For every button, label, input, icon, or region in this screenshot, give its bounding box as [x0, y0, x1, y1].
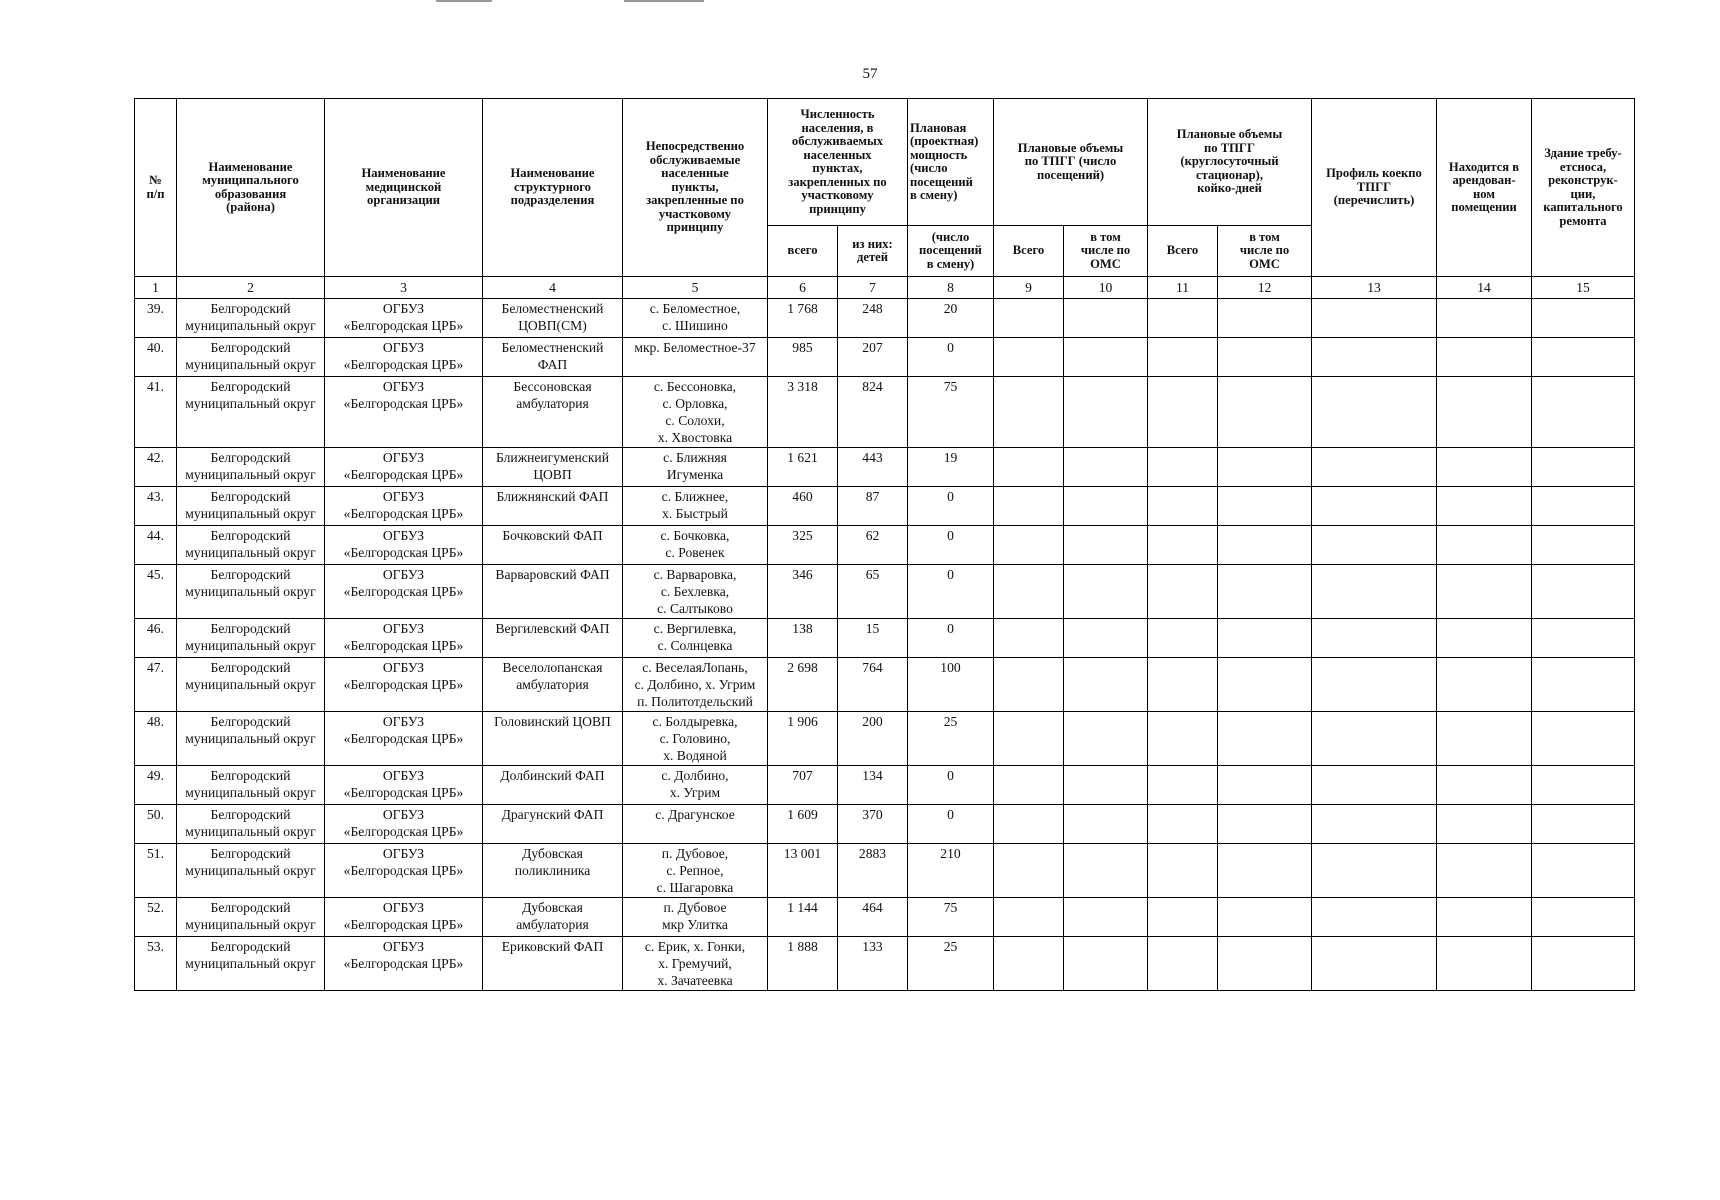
capacity-cell: 100: [908, 658, 994, 712]
population-total-cell: 707: [768, 766, 838, 805]
population-children-cell: 133: [838, 937, 908, 991]
empty-cell: [1532, 766, 1635, 805]
empty-cell: [1437, 448, 1532, 487]
population-children-cell: 134: [838, 766, 908, 805]
empty-cell: [1218, 487, 1312, 526]
header-bed-days-total: Всего: [1148, 226, 1218, 277]
empty-cell: [1218, 712, 1312, 766]
empty-cell: [1312, 338, 1437, 377]
empty-cell: [994, 844, 1064, 898]
empty-cell: [1312, 844, 1437, 898]
table-row: [135, 937, 1635, 991]
settlements-cell: п. Дубовое мкр Улитка: [623, 898, 768, 937]
table-header: [135, 99, 1635, 299]
empty-cell: [1064, 448, 1148, 487]
table-row: [135, 487, 1635, 526]
empty-cell: [1218, 377, 1312, 448]
header-organization: Наименование медицинской организации: [325, 99, 483, 277]
settlements-cell: с. Ближнее, х. Быстрый: [623, 487, 768, 526]
district-cell: Белгородский муниципальный округ: [177, 487, 325, 526]
capacity-cell: 0: [908, 766, 994, 805]
unit-cell: Дубовская амбулатория: [483, 898, 623, 937]
row-number: 40.: [135, 338, 177, 377]
capacity-cell: 20: [908, 299, 994, 338]
empty-cell: [1064, 937, 1148, 991]
empty-cell: [1218, 565, 1312, 619]
organization-cell: ОГБУЗ «Белгородская ЦРБ»: [325, 487, 483, 526]
empty-cell: [1532, 844, 1635, 898]
empty-cell: [1437, 299, 1532, 338]
table-row: [135, 377, 1635, 448]
header-num: № п/п: [135, 99, 177, 277]
table-row: [135, 658, 1635, 712]
unit-cell: Беломестненский ФАП: [483, 338, 623, 377]
empty-cell: [1312, 898, 1437, 937]
empty-cell: [1532, 898, 1635, 937]
column-number: 12: [1218, 277, 1312, 299]
unit-cell: Ериковский ФАП: [483, 937, 623, 991]
table-body: [135, 299, 1635, 991]
unit-cell: Драгунский ФАП: [483, 805, 623, 844]
settlements-cell: с. Болдыревка, с. Головино, х. Водяной: [623, 712, 768, 766]
empty-cell: [1218, 766, 1312, 805]
row-number: 47.: [135, 658, 177, 712]
empty-cell: [1148, 658, 1218, 712]
empty-cell: [1532, 526, 1635, 565]
empty-cell: [1312, 766, 1437, 805]
organization-cell: ОГБУЗ «Белгородская ЦРБ»: [325, 898, 483, 937]
column-number: 13: [1312, 277, 1437, 299]
settlements-cell: с. Драгунское: [623, 805, 768, 844]
empty-cell: [1437, 937, 1532, 991]
row-number: 50.: [135, 805, 177, 844]
header-bed-profile: Профиль коекпо ТПГГ (перечислить): [1312, 99, 1437, 277]
empty-cell: [1064, 565, 1148, 619]
empty-cell: [1437, 487, 1532, 526]
empty-cell: [994, 619, 1064, 658]
top-rule-right: [624, 0, 704, 2]
population-total-cell: 13 001: [768, 844, 838, 898]
table-row: [135, 448, 1635, 487]
facilities-table: [134, 98, 1635, 991]
table-row: [135, 844, 1635, 898]
table-row: [135, 565, 1635, 619]
row-number: 43.: [135, 487, 177, 526]
empty-cell: [1148, 526, 1218, 565]
empty-cell: [1437, 766, 1532, 805]
empty-cell: [994, 299, 1064, 338]
settlements-cell: с. Долбино, х. Угрим: [623, 766, 768, 805]
organization-cell: ОГБУЗ «Белгородская ЦРБ»: [325, 844, 483, 898]
empty-cell: [1148, 766, 1218, 805]
capacity-cell: 210: [908, 844, 994, 898]
population-children-cell: 207: [838, 338, 908, 377]
row-number: 49.: [135, 766, 177, 805]
empty-cell: [1312, 937, 1437, 991]
empty-cell: [1312, 377, 1437, 448]
empty-cell: [1437, 526, 1532, 565]
capacity-cell: 75: [908, 898, 994, 937]
population-children-cell: 443: [838, 448, 908, 487]
column-number: 14: [1437, 277, 1532, 299]
empty-cell: [1532, 448, 1635, 487]
capacity-cell: 0: [908, 487, 994, 526]
capacity-cell: 0: [908, 619, 994, 658]
empty-cell: [994, 526, 1064, 565]
column-number: 2: [177, 277, 325, 299]
header-population-group: Численность населения, в обслуживаемых населенных пунктах, закрепленных по участковому принципу: [768, 99, 908, 226]
row-number: 39.: [135, 299, 177, 338]
column-number: 10: [1064, 277, 1148, 299]
capacity-cell: 19: [908, 448, 994, 487]
column-number: 4: [483, 277, 623, 299]
empty-cell: [1218, 805, 1312, 844]
empty-cell: [1437, 712, 1532, 766]
empty-cell: [1437, 898, 1532, 937]
header-capacity: Плановая (проектная) мощность (число посещений в смену): [908, 99, 994, 226]
population-total-cell: 2 698: [768, 658, 838, 712]
empty-cell: [1218, 844, 1312, 898]
district-cell: Белгородский муниципальный округ: [177, 712, 325, 766]
empty-cell: [994, 937, 1064, 991]
empty-cell: [1437, 619, 1532, 658]
empty-cell: [1148, 448, 1218, 487]
column-numbers-row: [135, 277, 1635, 299]
header-settlements: Непосредственно обслуживаемые населенные пункты, закрепленные по участковому принципу: [623, 99, 768, 277]
table-row: [135, 299, 1635, 338]
organization-cell: ОГБУЗ «Белгородская ЦРБ»: [325, 338, 483, 377]
row-number: 48.: [135, 712, 177, 766]
row-number: 42.: [135, 448, 177, 487]
empty-cell: [1218, 526, 1312, 565]
population-total-cell: 1 906: [768, 712, 838, 766]
empty-cell: [1148, 844, 1218, 898]
empty-cell: [1148, 805, 1218, 844]
settlements-cell: с. Ерик, х. Гонки, х. Гремучий, х. Зачатеевка: [623, 937, 768, 991]
empty-cell: [1312, 448, 1437, 487]
empty-cell: [1064, 377, 1148, 448]
organization-cell: ОГБУЗ «Белгородская ЦРБ»: [325, 526, 483, 565]
population-children-cell: 2883: [838, 844, 908, 898]
row-number: 45.: [135, 565, 177, 619]
empty-cell: [1218, 937, 1312, 991]
population-children-cell: 824: [838, 377, 908, 448]
header-population-total: всего: [768, 226, 838, 277]
unit-cell: Бочковский ФАП: [483, 526, 623, 565]
population-total-cell: 460: [768, 487, 838, 526]
empty-cell: [1148, 338, 1218, 377]
population-total-cell: 3 318: [768, 377, 838, 448]
empty-cell: [1312, 487, 1437, 526]
district-cell: Белгородский муниципальный округ: [177, 448, 325, 487]
empty-cell: [994, 565, 1064, 619]
column-number: 15: [1532, 277, 1635, 299]
unit-cell: Варваровский ФАП: [483, 565, 623, 619]
row-number: 52.: [135, 898, 177, 937]
empty-cell: [1532, 658, 1635, 712]
empty-cell: [994, 338, 1064, 377]
population-children-cell: 65: [838, 565, 908, 619]
empty-cell: [1064, 487, 1148, 526]
unit-cell: Ближнянский ФАП: [483, 487, 623, 526]
organization-cell: ОГБУЗ «Белгородская ЦРБ»: [325, 766, 483, 805]
empty-cell: [994, 805, 1064, 844]
empty-cell: [1064, 658, 1148, 712]
population-total-cell: 985: [768, 338, 838, 377]
header-visits-group: Плановые объемы по ТПГГ (число посещений): [994, 99, 1148, 226]
unit-cell: Беломестненский ЦОВП(СМ): [483, 299, 623, 338]
table-row: [135, 766, 1635, 805]
population-total-cell: 1 144: [768, 898, 838, 937]
organization-cell: ОГБУЗ «Белгородская ЦРБ»: [325, 377, 483, 448]
district-cell: Белгородский муниципальный округ: [177, 805, 325, 844]
settlements-cell: мкр. Беломестное-37: [623, 338, 768, 377]
empty-cell: [1312, 526, 1437, 565]
empty-cell: [1064, 619, 1148, 658]
district-cell: Белгородский муниципальный округ: [177, 844, 325, 898]
header-population-children: из них: детей: [838, 226, 908, 277]
population-children-cell: 764: [838, 658, 908, 712]
organization-cell: ОГБУЗ «Белгородская ЦРБ»: [325, 299, 483, 338]
settlements-cell: с. ВеселаяЛопань, с. Долбино, х. Угрим п. Политотдельский: [623, 658, 768, 712]
row-number: 44.: [135, 526, 177, 565]
empty-cell: [1064, 844, 1148, 898]
empty-cell: [1218, 658, 1312, 712]
organization-cell: ОГБУЗ «Белгородская ЦРБ»: [325, 658, 483, 712]
empty-cell: [1064, 766, 1148, 805]
table-row: [135, 898, 1635, 937]
capacity-cell: 75: [908, 377, 994, 448]
header-unit: Наименование структурного подразделения: [483, 99, 623, 277]
empty-cell: [1218, 448, 1312, 487]
column-number: 7: [838, 277, 908, 299]
population-children-cell: 87: [838, 487, 908, 526]
settlements-cell: п. Дубовое, с. Репное, с. Шагаровка: [623, 844, 768, 898]
population-children-cell: 62: [838, 526, 908, 565]
empty-cell: [1218, 299, 1312, 338]
empty-cell: [1148, 898, 1218, 937]
empty-cell: [1148, 377, 1218, 448]
population-children-cell: 200: [838, 712, 908, 766]
district-cell: Белгородский муниципальный округ: [177, 526, 325, 565]
header-visits-total: Всего: [994, 226, 1064, 277]
header-visits-oms: в том числе по ОМС: [1064, 226, 1148, 277]
column-number: 3: [325, 277, 483, 299]
district-cell: Белгородский муниципальный округ: [177, 937, 325, 991]
empty-cell: [1148, 712, 1218, 766]
empty-cell: [1532, 712, 1635, 766]
capacity-cell: 0: [908, 526, 994, 565]
settlements-cell: с. Варваровка, с. Бехлевка, с. Салтыково: [623, 565, 768, 619]
population-children-cell: 370: [838, 805, 908, 844]
capacity-cell: 0: [908, 338, 994, 377]
organization-cell: ОГБУЗ «Белгородская ЦРБ»: [325, 565, 483, 619]
capacity-cell: 25: [908, 712, 994, 766]
column-number: 8: [908, 277, 994, 299]
population-total-cell: 1 768: [768, 299, 838, 338]
capacity-cell: 0: [908, 565, 994, 619]
row-number: 41.: [135, 377, 177, 448]
empty-cell: [1064, 526, 1148, 565]
empty-cell: [1437, 377, 1532, 448]
row-number: 53.: [135, 937, 177, 991]
empty-cell: [1218, 898, 1312, 937]
table-row: [135, 619, 1635, 658]
district-cell: Белгородский муниципальный округ: [177, 565, 325, 619]
unit-cell: Бессоновская амбулатория: [483, 377, 623, 448]
empty-cell: [1437, 338, 1532, 377]
district-cell: Белгородский муниципальный округ: [177, 299, 325, 338]
district-cell: Белгородский муниципальный округ: [177, 338, 325, 377]
organization-cell: ОГБУЗ «Белгородская ЦРБ»: [325, 619, 483, 658]
empty-cell: [1532, 619, 1635, 658]
empty-cell: [1312, 658, 1437, 712]
empty-cell: [1312, 712, 1437, 766]
settlements-cell: с. Ближняя Игуменка: [623, 448, 768, 487]
population-total-cell: 346: [768, 565, 838, 619]
population-total-cell: 1 621: [768, 448, 838, 487]
settlements-cell: с. Бочковка, с. Ровенек: [623, 526, 768, 565]
column-number: 1: [135, 277, 177, 299]
settlements-cell: с. Вергилевка, с. Солнцевка: [623, 619, 768, 658]
table-row: [135, 805, 1635, 844]
settlements-cell: с. Беломестное, с. Шишино: [623, 299, 768, 338]
empty-cell: [1064, 299, 1148, 338]
empty-cell: [994, 712, 1064, 766]
header-district: Наименование муниципального образования (района): [177, 99, 325, 277]
empty-cell: [994, 898, 1064, 937]
empty-cell: [1312, 805, 1437, 844]
header-bed-days-group: Плановые объемы по ТПГГ (круглосуточный стационар), койко-дней: [1148, 99, 1312, 226]
empty-cell: [1532, 338, 1635, 377]
header-rented: Находится в арендован- ном помещении: [1437, 99, 1532, 277]
population-children-cell: 15: [838, 619, 908, 658]
capacity-cell: 25: [908, 937, 994, 991]
empty-cell: [1437, 805, 1532, 844]
header-capacity-sub: (число посещений в смену): [908, 226, 994, 277]
empty-cell: [1312, 619, 1437, 658]
population-total-cell: 138: [768, 619, 838, 658]
empty-cell: [1312, 565, 1437, 619]
empty-cell: [994, 448, 1064, 487]
organization-cell: ОГБУЗ «Белгородская ЦРБ»: [325, 937, 483, 991]
organization-cell: ОГБУЗ «Белгородская ЦРБ»: [325, 712, 483, 766]
empty-cell: [1532, 937, 1635, 991]
organization-cell: ОГБУЗ «Белгородская ЦРБ»: [325, 448, 483, 487]
header-building-state: Здание требу- етсноса, реконструк- ции, капитального ремонта: [1532, 99, 1635, 277]
empty-cell: [994, 377, 1064, 448]
empty-cell: [1148, 487, 1218, 526]
top-rule-left: [436, 0, 492, 2]
column-number: 11: [1148, 277, 1218, 299]
population-total-cell: 325: [768, 526, 838, 565]
empty-cell: [994, 487, 1064, 526]
empty-cell: [1437, 565, 1532, 619]
empty-cell: [1064, 805, 1148, 844]
empty-cell: [1064, 338, 1148, 377]
population-children-cell: 248: [838, 299, 908, 338]
empty-cell: [1064, 898, 1148, 937]
row-number: 46.: [135, 619, 177, 658]
empty-cell: [1148, 565, 1218, 619]
row-number: 51.: [135, 844, 177, 898]
empty-cell: [1064, 712, 1148, 766]
unit-cell: Головинский ЦОВП: [483, 712, 623, 766]
table-row: [135, 712, 1635, 766]
column-number: 9: [994, 277, 1064, 299]
empty-cell: [1532, 377, 1635, 448]
empty-cell: [1532, 565, 1635, 619]
header-bed-days-oms: в том числе по ОМС: [1218, 226, 1312, 277]
population-total-cell: 1 888: [768, 937, 838, 991]
empty-cell: [1532, 487, 1635, 526]
empty-cell: [1148, 299, 1218, 338]
organization-cell: ОГБУЗ «Белгородская ЦРБ»: [325, 805, 483, 844]
column-number: 5: [623, 277, 768, 299]
empty-cell: [1437, 658, 1532, 712]
empty-cell: [1437, 844, 1532, 898]
table-row: [135, 338, 1635, 377]
empty-cell: [1148, 619, 1218, 658]
empty-cell: [1218, 619, 1312, 658]
unit-cell: Вергилевский ФАП: [483, 619, 623, 658]
column-number: 6: [768, 277, 838, 299]
empty-cell: [994, 766, 1064, 805]
population-children-cell: 464: [838, 898, 908, 937]
district-cell: Белгородский муниципальный округ: [177, 898, 325, 937]
empty-cell: [1532, 805, 1635, 844]
unit-cell: Дубовская поликлиника: [483, 844, 623, 898]
district-cell: Белгородский муниципальный округ: [177, 619, 325, 658]
empty-cell: [994, 658, 1064, 712]
table-row: [135, 526, 1635, 565]
page-number: 57: [862, 66, 878, 82]
district-cell: Белгородский муниципальный округ: [177, 377, 325, 448]
empty-cell: [1532, 299, 1635, 338]
empty-cell: [1218, 338, 1312, 377]
district-cell: Белгородский муниципальный округ: [177, 766, 325, 805]
empty-cell: [1148, 937, 1218, 991]
capacity-cell: 0: [908, 805, 994, 844]
empty-cell: [1312, 299, 1437, 338]
unit-cell: Веселолопанская амбулатория: [483, 658, 623, 712]
population-total-cell: 1 609: [768, 805, 838, 844]
settlements-cell: с. Бессоновка, с. Орловка, с. Солохи, х. Хвостовка: [623, 377, 768, 448]
unit-cell: Долбинский ФАП: [483, 766, 623, 805]
unit-cell: Ближнеигуменский ЦОВП: [483, 448, 623, 487]
district-cell: Белгородский муниципальный округ: [177, 658, 325, 712]
